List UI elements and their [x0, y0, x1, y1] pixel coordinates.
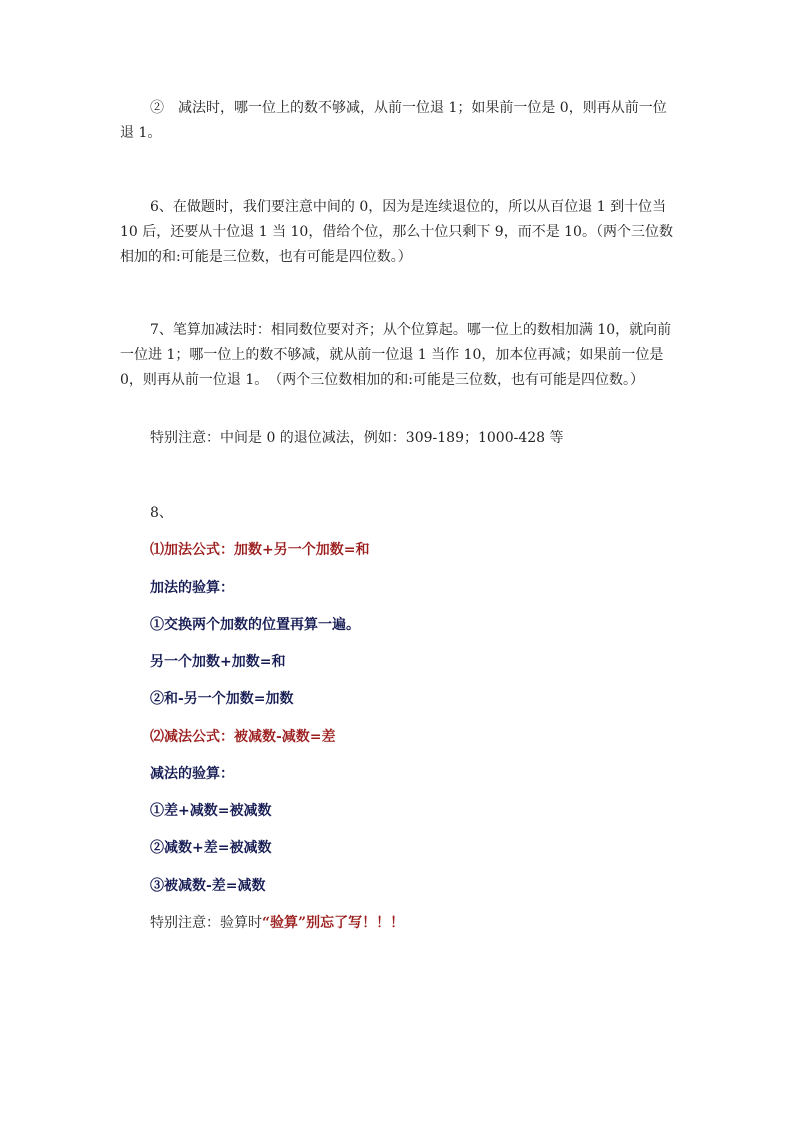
addition-formula: ⑴加法公式：加数+另一个加数=和: [150, 542, 370, 558]
final-note: [150, 913, 404, 933]
addition-check-1: ①交换两个加数的位置再算一遍。: [150, 617, 360, 633]
subtraction-check-2: ②减数+差=被减数: [150, 840, 272, 856]
section-8-number: 8、: [150, 505, 173, 521]
paragraph-subtraction-rule: ② 减法时，哪一位上的数不够减，从前一位退 1；如果前一位是 0，则再从前一位退 1。: [120, 100, 667, 141]
final-note-prefix: 特别注意：验算时: [150, 915, 262, 931]
addition-check-2: ②和-另一个加数=加数: [150, 691, 294, 707]
subtraction-check-1: ①差+减数=被减数: [150, 803, 272, 819]
paragraph-item-7: 7、笔算加减法时：相同数位要对齐；从个位算起。哪一位上的数相加满 10，就向前一位进 1；哪一位上的数不够减，就从前一位退 1 当作 10，加本位再减；如果前一位是 0，则再从前一位退 1。 （两个三位数相加的和:可能是三位数，也有可能是四位数。）: [120, 322, 672, 388]
final-note-suffix: 别忘了写！！！: [306, 915, 405, 931]
final-note-highlight: “验算”: [262, 915, 307, 931]
paragraph-item-6: 6、在做题时，我们要注意中间的 0，因为是连续退位的，所以从百位退 1 到十位当 10 后，还要从十位退 1 当 10，借给个位，那么十位只剩下 9，而不是 10。（两个三位数相加的和:可能是三位数，也有可能是四位数。）: [120, 199, 673, 265]
addition-check-title: 加法的验算：: [150, 580, 234, 596]
addition-check-1b: 另一个加数+加数=和: [150, 654, 286, 670]
subtraction-check-3: ③被减数-差=减数: [150, 878, 266, 894]
paragraph-item-7-note: 特别注意：中间是 0 的退位减法，例如：309-189；1000-428 等: [150, 430, 564, 446]
subtraction-check-title: 减法的验算：: [150, 766, 234, 782]
subtraction-formula: ⑵减法公式：被减数-减数=差: [150, 729, 336, 745]
